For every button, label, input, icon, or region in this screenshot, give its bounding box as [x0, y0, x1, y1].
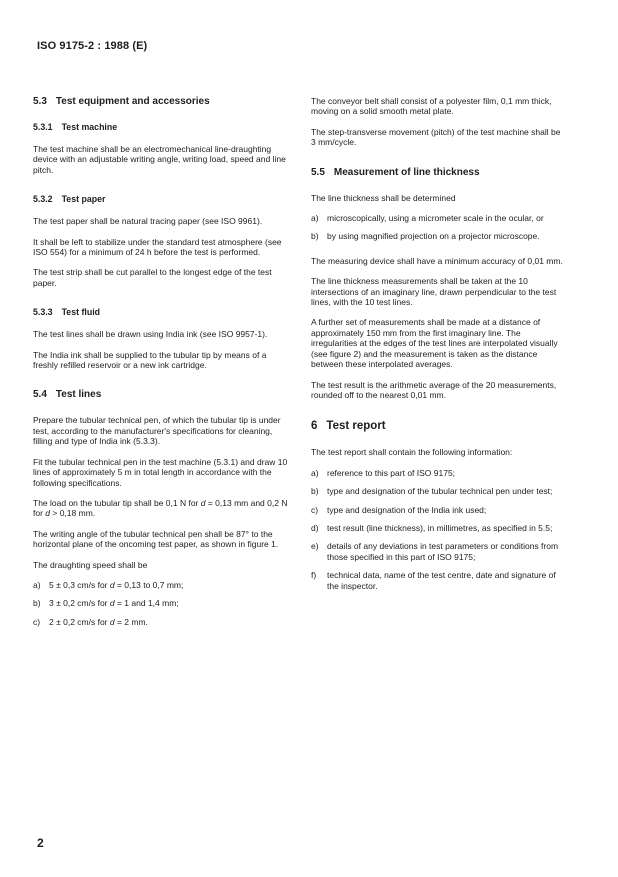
list-item-label: c): [311, 504, 319, 515]
text-fragment: > 0,18 mm.: [50, 508, 96, 519]
paragraph: [33, 498, 288, 519]
list-item-label: a): [311, 213, 319, 224]
section-title: Test fluid: [61, 307, 101, 318]
paragraph: The test strip shall be cut parallel to the longest edge of the test paper.: [33, 267, 272, 288]
list-item-label: e): [311, 541, 319, 552]
section-5-4-heading: [33, 389, 288, 401]
section-number: 5.3.1: [33, 122, 53, 132]
section-title: Measurement of line thickness: [333, 166, 480, 178]
section-title: Test machine: [61, 122, 118, 132]
page-number: 2: [37, 836, 44, 850]
paragraph: The test result is the arithmetic average of the 20 measurements, rounded off to the nearest 0,01 mm.: [311, 379, 557, 400]
variable-d: d: [109, 579, 115, 590]
paragraph: The conveyor belt shall consist of a polyester film, 0,1 mm thick, moving on a solid smooth metal plate.: [311, 96, 552, 117]
section-number: 5.5: [311, 166, 325, 178]
list-item-label: b): [311, 486, 319, 497]
text-fragment: The load on the tubular tip shall be 0,1 N for: [33, 497, 201, 508]
list-item: [311, 213, 566, 223]
section-number: 5.4: [33, 389, 47, 401]
paragraph: The test report shall contain the following information:: [311, 447, 513, 458]
section-5-5-heading: [311, 167, 566, 179]
list-item-label: a): [311, 467, 319, 478]
section-number: 6: [311, 420, 318, 433]
list-item-text: type and designation of the tubular technical pen under test;: [327, 486, 553, 497]
list-item-text: test result (line thickness), in millimetres, as specified in 5.5;: [327, 522, 553, 533]
list-item: [33, 617, 288, 627]
list-item-text: reference to this part of ISO 9175;: [327, 467, 456, 478]
list-item: [311, 505, 566, 515]
list-item-label: b): [33, 598, 41, 609]
section-number: 5.3.2: [33, 194, 53, 205]
variable-d: d: [200, 497, 206, 508]
text-fragment: = 0,13 mm and 0,2 N for: [33, 497, 288, 519]
list-item-label: f): [311, 570, 317, 581]
paragraph: The line thickness measurements shall be taken at the 10 intersections of an imaginary line, drawn perpendicular to the test lines, with the 10 test lines.: [311, 276, 557, 308]
variable-d: d: [45, 508, 51, 519]
list-item-text: 5 ± 0,3 cm/s for d = 0,13 to 0,7 mm;: [49, 579, 184, 590]
paragraph: The test paper shall be natural tracing paper (see ISO 9961).: [33, 216, 263, 227]
list-item: [33, 598, 288, 608]
paragraph: Fit the tubular technical pen in the test machine (5.3.1) and draw 10 lines of approximately 5 m in total length in accordance with the following specifications.: [33, 456, 288, 488]
paragraph: A further set of measurements shall be made at a distance of approximately 150 mm from the first imaginary line. The irregularities at the edges of the test lines are interpolated visually (see figure 2) and the measurement is taken as the distance between these interpolated averages.: [311, 317, 558, 370]
list-item-label: b): [311, 231, 319, 242]
list-item-text: by using magnified projection on a projector microscope.: [327, 231, 540, 242]
section-title: Test paper: [61, 194, 106, 205]
list-item: [33, 580, 288, 590]
section-5-3-3-heading: [33, 307, 288, 318]
section-5-3-1-heading: [33, 122, 288, 133]
section-6-heading: [311, 419, 566, 433]
list-item: [311, 468, 566, 478]
paragraph: The writing angle of the tubular technical pen shall be 87° to the horizontal plane of the oncoming test paper, as shown in figure 1.: [33, 528, 279, 550]
paragraph: The step-transverse movement (pitch) of the test machine shall be 3 mm/cycle.: [311, 126, 561, 148]
section-title: Test equipment and accessories: [55, 96, 210, 107]
section-number: 5.3: [33, 96, 47, 107]
list-item-text: technical data, name of the test centre, date and signature of the inspector.: [327, 570, 556, 591]
document-header: ISO 9175-2 : 1988 (E): [37, 40, 148, 52]
section-title: Test lines: [55, 389, 102, 401]
list-item-text: microscopically, using a micrometer scale in the ocular, or: [327, 213, 544, 224]
paragraph: The test machine shall be an electromechanical line-draughting device with an adjustable writing angle, writing load, speed and line pitch.: [33, 144, 286, 175]
variable-d: d: [109, 616, 115, 627]
paragraph: The line thickness shall be determined: [311, 192, 456, 203]
section-5-3-heading: [33, 96, 288, 108]
paragraph: It shall be left to stabilize under the standard test atmosphere (see ISO 554) for a minimum of 24 h before the test is performed.: [33, 236, 282, 258]
section-title: Test report: [326, 420, 386, 433]
variable-d: d: [109, 598, 115, 609]
list-item: [311, 486, 566, 496]
list-item-text: 3 ± 0,2 cm/s for d = 1 and 1,4 mm;: [49, 598, 179, 609]
list-item: [311, 523, 566, 533]
paragraph: The test lines shall be drawn using India ink (see ISO 9957-1).: [33, 329, 268, 340]
section-5-3-2-heading: [33, 194, 288, 205]
paragraph: The measuring device shall have a minimum accuracy of 0,01 mm.: [311, 255, 563, 266]
paragraph: The India ink shall be supplied to the tubular tip by means of a freshly refilled reservoir or a new ink cartridge.: [33, 349, 267, 371]
left-column: [33, 96, 288, 635]
list-item-text: details of any deviations in test parameters or conditions from those specified in this part of ISO 9175;: [327, 541, 559, 562]
paragraph: The draughting speed shall be: [33, 559, 148, 570]
list-item: [311, 541, 566, 562]
right-column: [311, 96, 566, 599]
section-number: 5.3.3: [33, 307, 53, 318]
list-item-label: d): [311, 522, 319, 533]
list-item: [311, 231, 566, 241]
list-item-label: c): [33, 616, 41, 627]
list-item-text: 2 ± 0,2 cm/s for d = 2 mm.: [49, 616, 148, 627]
list-item-label: a): [33, 579, 41, 590]
paragraph: Prepare the tubular technical pen, of which the tubular tip is under test, according to the manufacturer's specifications for cleaning, filling and type of India ink (5.3.3).: [33, 415, 281, 447]
list-item-text: type and designation of the India ink used;: [327, 504, 487, 515]
list-item: [311, 570, 566, 591]
